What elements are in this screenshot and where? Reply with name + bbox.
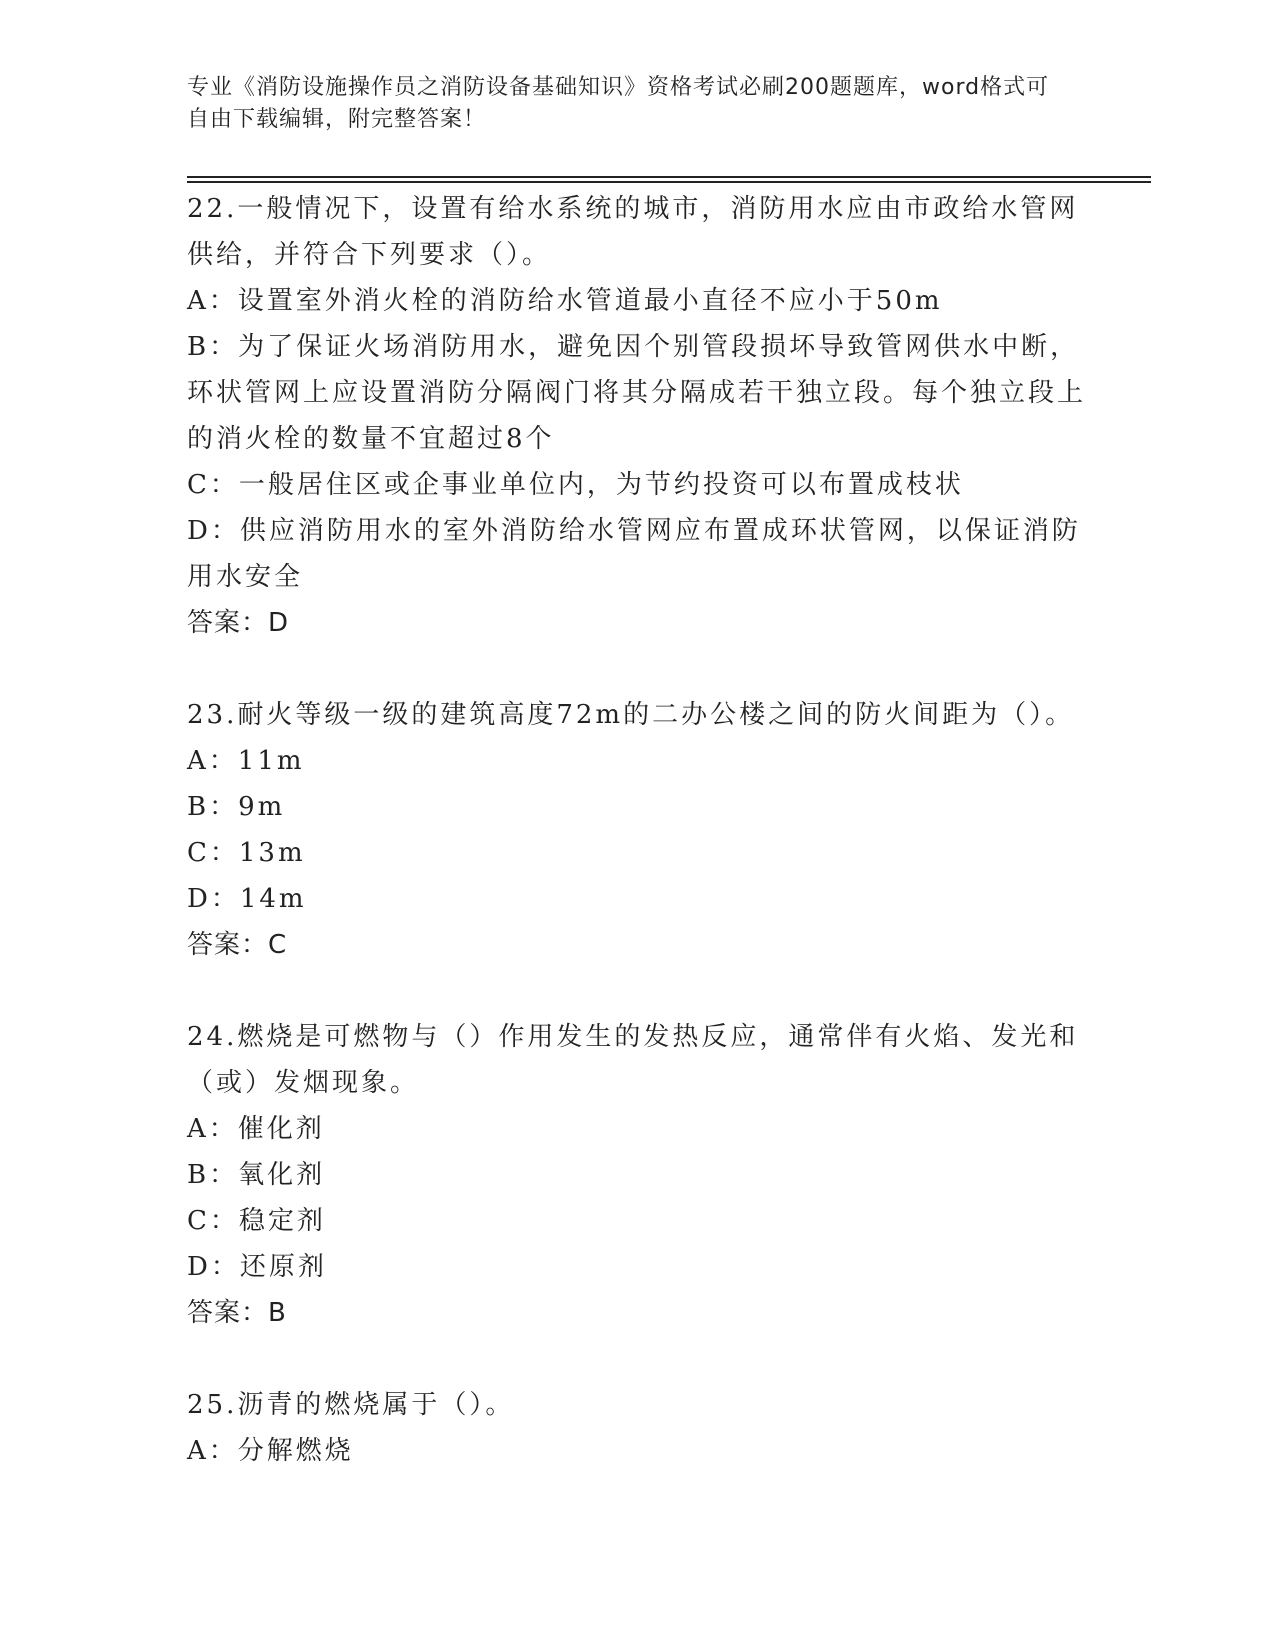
question-text: 24.燃烧是可燃物与（）作用发生的发热反应，通常伴有火焰、发光和（或）发烟现象。 xyxy=(187,1022,1079,1098)
option-a: A：11m xyxy=(187,746,305,776)
option-a: A：设置室外消火栓的消防给水管道最小直径不应小于50m xyxy=(187,286,943,316)
question-23 xyxy=(187,692,1087,968)
spacer xyxy=(187,968,1087,1014)
option-d: D：14m xyxy=(187,884,307,914)
spacer xyxy=(187,1336,1087,1382)
question-list xyxy=(187,186,1087,1474)
option-c: C：13m xyxy=(187,838,306,868)
question-text: 23.耐火等级一级的建筑高度72m的二办公楼之间的防火间距为（）。 xyxy=(187,700,1075,730)
answer-line: 答案：C xyxy=(187,930,288,960)
option-b: B：氧化剂 xyxy=(187,1160,326,1190)
question-24 xyxy=(187,1014,1087,1336)
answer-line: 答案：B xyxy=(187,1298,287,1328)
option-c: C：稳定剂 xyxy=(187,1206,326,1236)
option-b: B：9m xyxy=(187,792,286,822)
option-a: A：分解燃烧 xyxy=(187,1436,354,1466)
spacer xyxy=(187,646,1087,692)
option-d: D：供应消防用水的室外消防给水管网应布置成环状管网，以保证消防用水安全 xyxy=(187,516,1081,592)
question-text: 25.沥青的燃烧属于（）。 xyxy=(187,1390,515,1420)
answer-line: 答案：D xyxy=(187,608,290,638)
question-22 xyxy=(187,186,1087,646)
document-header: 专业《消防设施操作员之消防设备基础知识》资格考试必刷200题题库，word格式可自由下载编辑，附完整答案！ xyxy=(187,75,1050,132)
header-divider-bottom xyxy=(187,181,1151,183)
option-c: C：一般居住区或企事业单位内，为节约投资可以布置成枝状 xyxy=(187,470,964,500)
option-b: B：为了保证火场消防用水，避免因个别管段损坏导致管网供水中断，环状管网上应设置消防分隔阀门将其分隔成若干独立段。每个独立段上的消火栓的数量不宜超过8个 xyxy=(187,332,1087,454)
question-text: 22.一般情况下，设置有给水系统的城市，消防用水应由市政给水管网供给，并符合下列要求（）。 xyxy=(187,194,1079,270)
header-divider-top xyxy=(187,176,1151,178)
option-a: A：催化剂 xyxy=(187,1114,325,1144)
option-d: D：还原剂 xyxy=(187,1252,327,1282)
question-25 xyxy=(187,1382,1087,1474)
